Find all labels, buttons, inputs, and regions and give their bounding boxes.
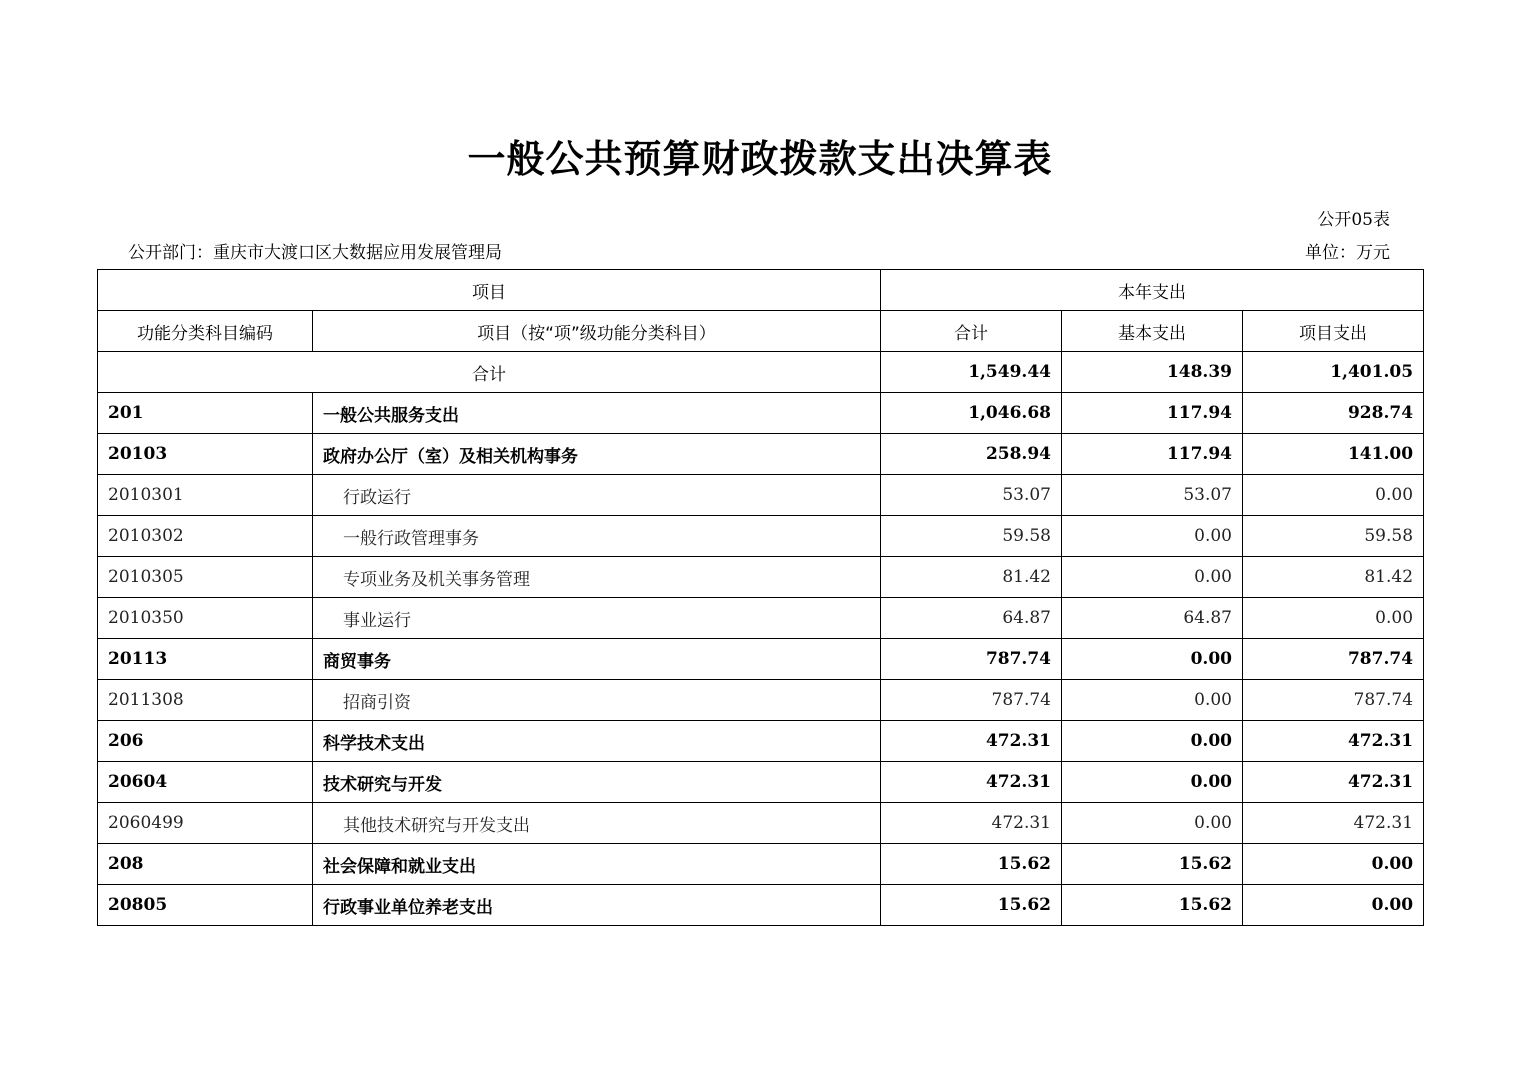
header-project-expense: 项目支出	[1243, 311, 1424, 352]
row-name: 行政事业单位养老支出	[313, 885, 881, 926]
table-row	[98, 475, 1424, 516]
row-basic: 0.00	[1062, 516, 1243, 557]
row-basic: 0.00	[1062, 680, 1243, 721]
row-code: 2011308	[98, 680, 313, 721]
row-code: 2010350	[98, 598, 313, 639]
budget-table	[97, 269, 1424, 926]
row-name: 技术研究与开发	[313, 762, 881, 803]
header-code: 功能分类科目编码	[98, 311, 313, 352]
table-row	[98, 721, 1424, 762]
row-basic: 15.62	[1062, 844, 1243, 885]
row-name: 一般公共服务支出	[313, 393, 881, 434]
row-basic: 15.62	[1062, 885, 1243, 926]
row-name: 科学技术支出	[313, 721, 881, 762]
header-project: 项目	[98, 270, 881, 311]
row-code: 2010301	[98, 475, 313, 516]
row-code: 20604	[98, 762, 313, 803]
table-row	[98, 393, 1424, 434]
row-name: 一般行政管理事务	[313, 516, 881, 557]
header-row-1	[98, 270, 1424, 311]
row-basic: 117.94	[1062, 434, 1243, 475]
table-row	[98, 639, 1424, 680]
header-item: 项目（按“项”级功能分类科目）	[313, 311, 881, 352]
row-basic: 0.00	[1062, 557, 1243, 598]
row-total: 15.62	[881, 885, 1062, 926]
row-total: 472.31	[881, 762, 1062, 803]
row-code: 2060499	[98, 803, 313, 844]
table-row	[98, 844, 1424, 885]
table-row	[98, 680, 1424, 721]
row-project: 472.31	[1243, 721, 1424, 762]
row-code: 206	[98, 721, 313, 762]
total-row-project: 1,401.05	[1243, 352, 1424, 393]
row-total: 59.58	[881, 516, 1062, 557]
row-total: 81.42	[881, 557, 1062, 598]
row-project: 81.42	[1243, 557, 1424, 598]
total-row-label: 合计	[98, 352, 881, 393]
row-project: 928.74	[1243, 393, 1424, 434]
row-total: 787.74	[881, 639, 1062, 680]
row-name: 其他技术研究与开发支出	[313, 803, 881, 844]
total-row	[98, 352, 1424, 393]
row-total: 472.31	[881, 803, 1062, 844]
row-total: 472.31	[881, 721, 1062, 762]
row-project: 0.00	[1243, 885, 1424, 926]
row-basic: 64.87	[1062, 598, 1243, 639]
table-number: 公开05表	[1317, 210, 1390, 230]
row-basic: 0.00	[1062, 721, 1243, 762]
row-name: 行政运行	[313, 475, 881, 516]
row-project: 0.00	[1243, 598, 1424, 639]
row-basic: 53.07	[1062, 475, 1243, 516]
row-code: 208	[98, 844, 313, 885]
header-current-year: 本年支出	[881, 270, 1424, 311]
row-total: 1,046.68	[881, 393, 1062, 434]
row-code: 2010302	[98, 516, 313, 557]
row-project: 472.31	[1243, 762, 1424, 803]
row-project: 59.58	[1243, 516, 1424, 557]
row-total: 53.07	[881, 475, 1062, 516]
table-row	[98, 885, 1424, 926]
row-total: 258.94	[881, 434, 1062, 475]
total-row-total: 1,549.44	[881, 352, 1062, 393]
total-row-basic: 148.39	[1062, 352, 1243, 393]
row-code: 20805	[98, 885, 313, 926]
table-row	[98, 516, 1424, 557]
department-label: 公开部门：重庆市大渡口区大数据应用发展管理局	[128, 243, 502, 263]
unit-label: 单位：万元	[1305, 243, 1390, 263]
row-basic: 0.00	[1062, 639, 1243, 680]
row-total: 787.74	[881, 680, 1062, 721]
table-row	[98, 434, 1424, 475]
table-row	[98, 803, 1424, 844]
row-project: 472.31	[1243, 803, 1424, 844]
row-name: 商贸事务	[313, 639, 881, 680]
table-row	[98, 598, 1424, 639]
row-name: 专项业务及机关事务管理	[313, 557, 881, 598]
row-project: 0.00	[1243, 844, 1424, 885]
row-total: 64.87	[881, 598, 1062, 639]
table-row	[98, 557, 1424, 598]
page-title: 一般公共预算财政拨款支出决算表	[467, 137, 1053, 181]
table-row	[98, 762, 1424, 803]
row-basic: 117.94	[1062, 393, 1243, 434]
row-name: 社会保障和就业支出	[313, 844, 881, 885]
row-project: 787.74	[1243, 639, 1424, 680]
row-project: 787.74	[1243, 680, 1424, 721]
row-total: 15.62	[881, 844, 1062, 885]
header-total: 合计	[881, 311, 1062, 352]
header-row-2	[98, 311, 1424, 352]
row-code: 2010305	[98, 557, 313, 598]
row-name: 事业运行	[313, 598, 881, 639]
row-name: 招商引资	[313, 680, 881, 721]
row-name: 政府办公厅（室）及相关机构事务	[313, 434, 881, 475]
row-project: 141.00	[1243, 434, 1424, 475]
row-code: 201	[98, 393, 313, 434]
row-code: 20113	[98, 639, 313, 680]
row-code: 20103	[98, 434, 313, 475]
row-project: 0.00	[1243, 475, 1424, 516]
header-basic: 基本支出	[1062, 311, 1243, 352]
row-basic: 0.00	[1062, 803, 1243, 844]
row-basic: 0.00	[1062, 762, 1243, 803]
